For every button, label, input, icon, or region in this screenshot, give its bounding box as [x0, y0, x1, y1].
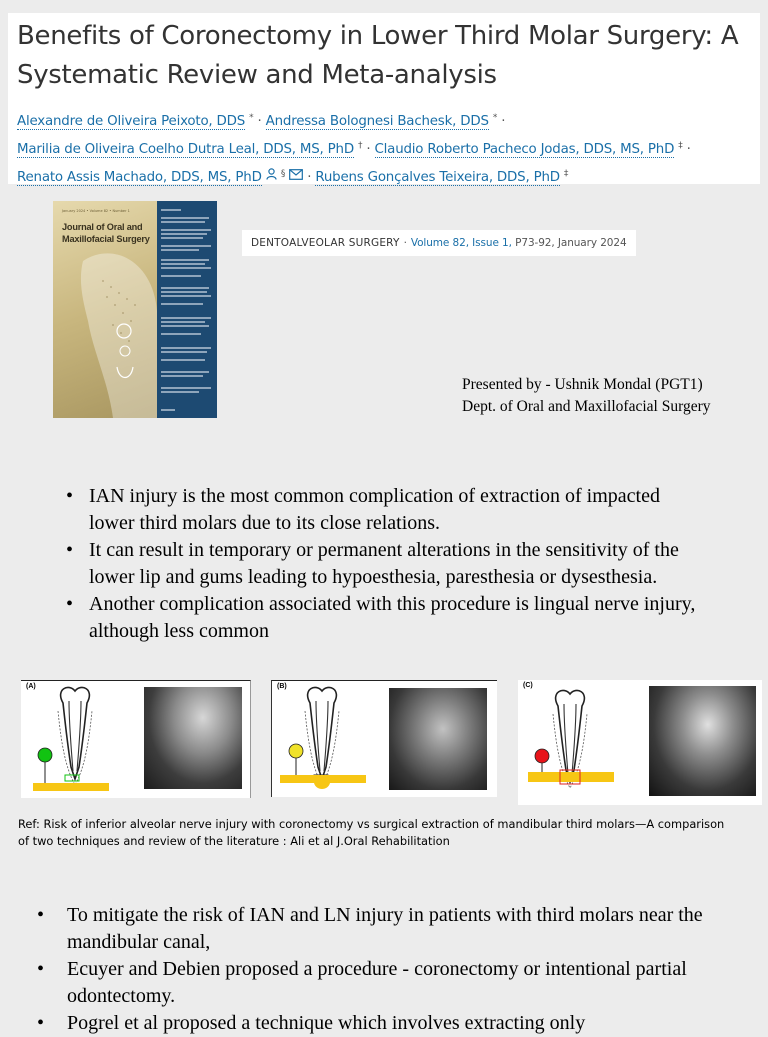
- tooth-diagram: [522, 680, 634, 797]
- section-label[interactable]: DENTOALVEOLAR SURGERY: [251, 237, 400, 249]
- author-mark: *: [249, 113, 254, 123]
- page-range: P73-92, January 2024: [515, 237, 627, 249]
- author-separator: ·: [257, 114, 262, 129]
- author-list: [17, 106, 757, 190]
- volume-link[interactable]: Volume 82, Issue 1,: [410, 237, 512, 249]
- author-link[interactable]: Renato Assis Machado, DDS, MS, PhD: [17, 170, 262, 185]
- list-item: • Another complication associated with this procedure is lingual nerve injury, although less common: [66, 591, 706, 645]
- list-item: • To mitigate the risk of IAN and LN injury in patients with third molars near the mandibular canal,: [37, 902, 707, 956]
- nerve-canal-bar: [528, 772, 614, 782]
- risk-indicator: [289, 744, 303, 758]
- reference-caption: Ref: Risk of inferior alveolar nerve injury with coronectomy vs surgical extraction of mandibular third molars—A comparison of two techniques and review of the literature : Ali et al J.Oral Rehabilitation: [18, 817, 725, 848]
- tooth-diagram: [276, 681, 388, 798]
- figure-panel-b: [271, 680, 497, 797]
- presenter-info: [462, 374, 711, 418]
- author-mark: *: [492, 113, 498, 123]
- citation-separator: ·: [403, 237, 407, 249]
- risk-indicator: [38, 748, 52, 762]
- nerve-canal-dip: [314, 783, 330, 789]
- complications-list: [66, 483, 706, 645]
- cover-contents-panel: [157, 201, 217, 418]
- risk-indicator: [535, 749, 549, 763]
- author-separator: ·: [366, 142, 371, 157]
- author-link[interactable]: Andressa Bolognesi Bachesk, DDS: [265, 114, 489, 129]
- author-link[interactable]: Marilia de Oliveira Coelho Dutra Leal, DDS, MS, PhD: [17, 142, 354, 157]
- list-item: • Pogrel et al proposed a technique which involves extracting only: [37, 1010, 707, 1037]
- author-separator: ·: [307, 170, 312, 185]
- radiograph-image: [649, 686, 756, 796]
- author-separator: ·: [501, 114, 506, 129]
- person-icon[interactable]: [266, 164, 277, 188]
- author-mark: §: [280, 169, 286, 179]
- nerve-canal-bar: [280, 775, 366, 783]
- article-header: [8, 13, 760, 184]
- author-mark: ‡: [678, 141, 683, 151]
- cover-journal-title: Journal of Oral and Maxillofacial Surgery: [62, 222, 150, 244]
- citation-bar: [242, 230, 636, 256]
- author-link[interactable]: Alexandre de Oliveira Peixoto, DDS: [17, 114, 246, 129]
- nerve-canal-bar: [33, 783, 109, 791]
- list-item: • IAN injury is the most common complication of extraction of impacted lower third molars due to its close relations.: [66, 483, 706, 537]
- figure-panel-c: [518, 680, 762, 805]
- presenter-department: Dept. of Oral and Maxillofacial Surgery: [462, 398, 711, 415]
- author-mark: †: [358, 141, 363, 151]
- tooth-diagram: [25, 681, 137, 798]
- author-link[interactable]: Rubens Gonçalves Teixeira, DDS, PhD: [315, 170, 560, 185]
- cover-face-graphic: [53, 201, 157, 418]
- radiograph-image: [389, 688, 487, 790]
- author-link[interactable]: Claudio Roberto Pacheco Jodas, DDS, MS, PhD: [374, 142, 675, 157]
- author-mark: ‡: [563, 169, 569, 179]
- coronectomy-list: [37, 902, 707, 1037]
- radiograph-image: [144, 687, 242, 789]
- journal-cover-image: [53, 201, 217, 418]
- panel-label: (B): [277, 683, 287, 690]
- author-separator: ·: [686, 142, 691, 157]
- figure-panel-a: [21, 680, 251, 798]
- article-title: Benefits of Coronectomy in Lower Third Molar Surgery: A Systematic Review and Meta-analysis: [17, 21, 739, 90]
- mail-icon[interactable]: [289, 164, 303, 188]
- cover-issue-line: January 2024 • Volume 82 • Number 1: [62, 209, 130, 213]
- list-item: • It can result in temporary or permanent alterations in the sensitivity of the lower lip and gums leading to hypoesthesia, paresthesia or dysesthesia.: [66, 537, 706, 591]
- cover-artwork: [53, 201, 157, 418]
- panel-label: (A): [26, 683, 36, 690]
- list-item: • Ecuyer and Debien proposed a procedure - coronectomy or intentional partial odontectomy.: [37, 956, 707, 1010]
- presenter-name: Presented by - Ushnik Mondal (PGT1): [462, 376, 703, 393]
- panel-label: (C): [523, 682, 533, 689]
